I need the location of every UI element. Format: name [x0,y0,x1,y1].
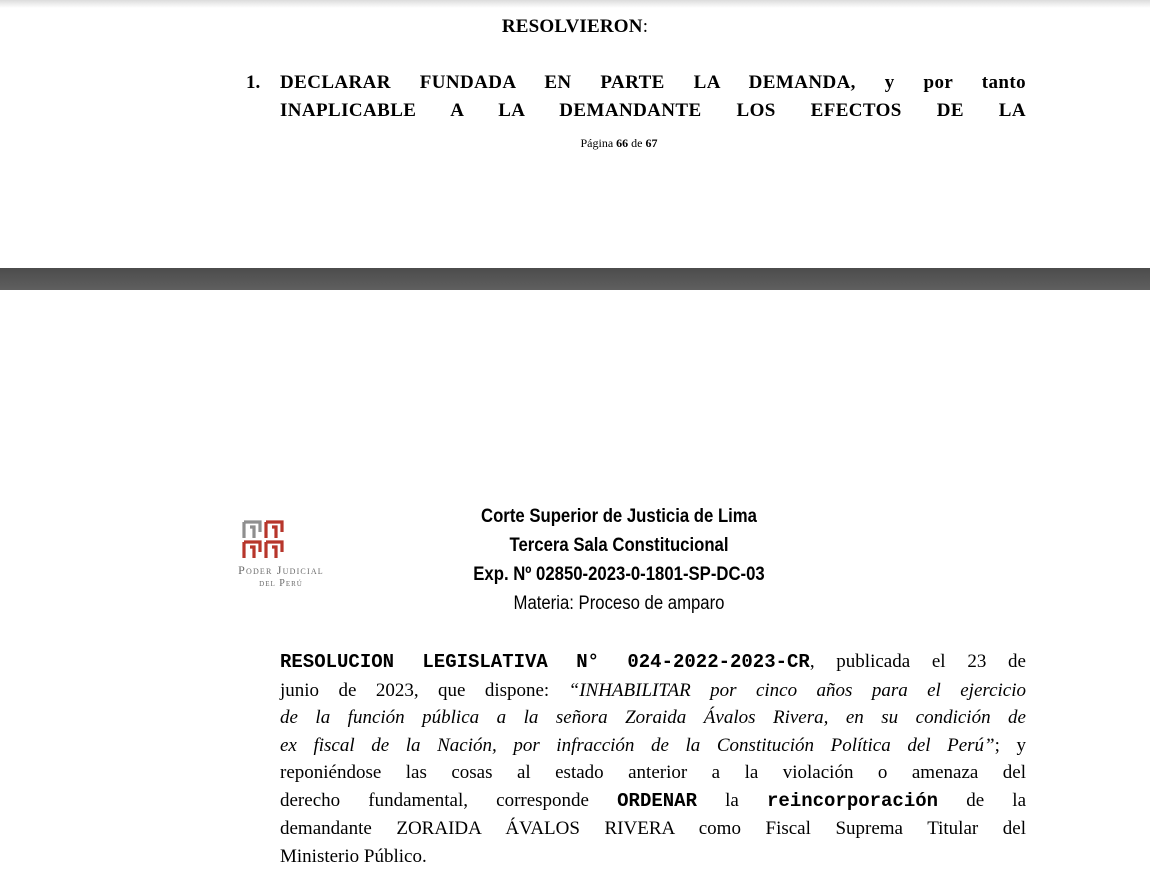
paragraph-line-3: de la función pública a la señora Zoraida Ávalos Rivera, en su condición de [280,707,1026,728]
paragraph-line-2 [280,677,1026,705]
ordenar-keyword: ORDENAR [617,789,697,812]
text-span: derecho fundamental, corresponde [280,789,618,811]
quote-span: “INHABILITAR por cinco años para el ejercicio [568,679,1027,701]
resolution-item-line-1: DECLARAR FUNDADA EN PARTE LA DEMANDA, y por tanto [280,72,1026,93]
paragraph-line-8: Ministerio Público. [280,845,427,867]
text-span: ; y [994,734,1027,756]
item-number: 1. [246,72,261,93]
paragraph-line-1 [280,648,1026,677]
resolution-paragraph [280,648,1026,870]
text-span: junio de 2023, que dispone: [280,679,569,701]
court-name: Corte Superior de Justicia de Lima [481,506,757,527]
paragraph-line-7: demandante ZORAIDA ÁVALOS RIVERA como Fiscal Suprema Titular del [280,818,1026,839]
paragraph-line-5: reponiéndose las cosas al estado anterior a la violación o amenaza del [280,762,1026,783]
file-number: Exp. Nº 02850-2023-0-1801-SP-DC-03 [473,564,765,585]
text-span: , publicada el 23 de [809,651,1026,672]
text-span: la [696,789,768,811]
chamber-name: Tercera Sala Constitucional [509,535,729,556]
page-number: Página 66 de 67 [580,136,658,150]
legislative-resolution-ref: RESOLUCION LEGISLATIVA N° 024-2022-2023-CR [280,651,810,673]
logo-caption-line-2: del Perú [259,578,303,589]
paragraph-line-4 [280,732,1026,760]
paragraph-line-6 [280,787,1026,816]
page-separator [0,268,1150,290]
court-header [74,502,1150,618]
page-top-shadow [0,0,1150,8]
resolvieron-heading: RESOLVIERON: [501,16,649,37]
case-subject: Materia: Proceso de amparo [513,593,725,614]
reincorporacion-keyword: reincorporación [767,789,939,812]
document-page-top [0,0,1150,268]
text-span: de la [938,789,1026,811]
logo-caption-line-1: Poder Judicial [238,563,324,577]
quote-span: ex fiscal de la Nación, por infracción de la Constitución Política del Perú” [280,734,995,756]
resolution-item-line-2: INAPLICABLE A LA DEMANDANTE LOS EFECTOS DE LA [280,100,1026,121]
